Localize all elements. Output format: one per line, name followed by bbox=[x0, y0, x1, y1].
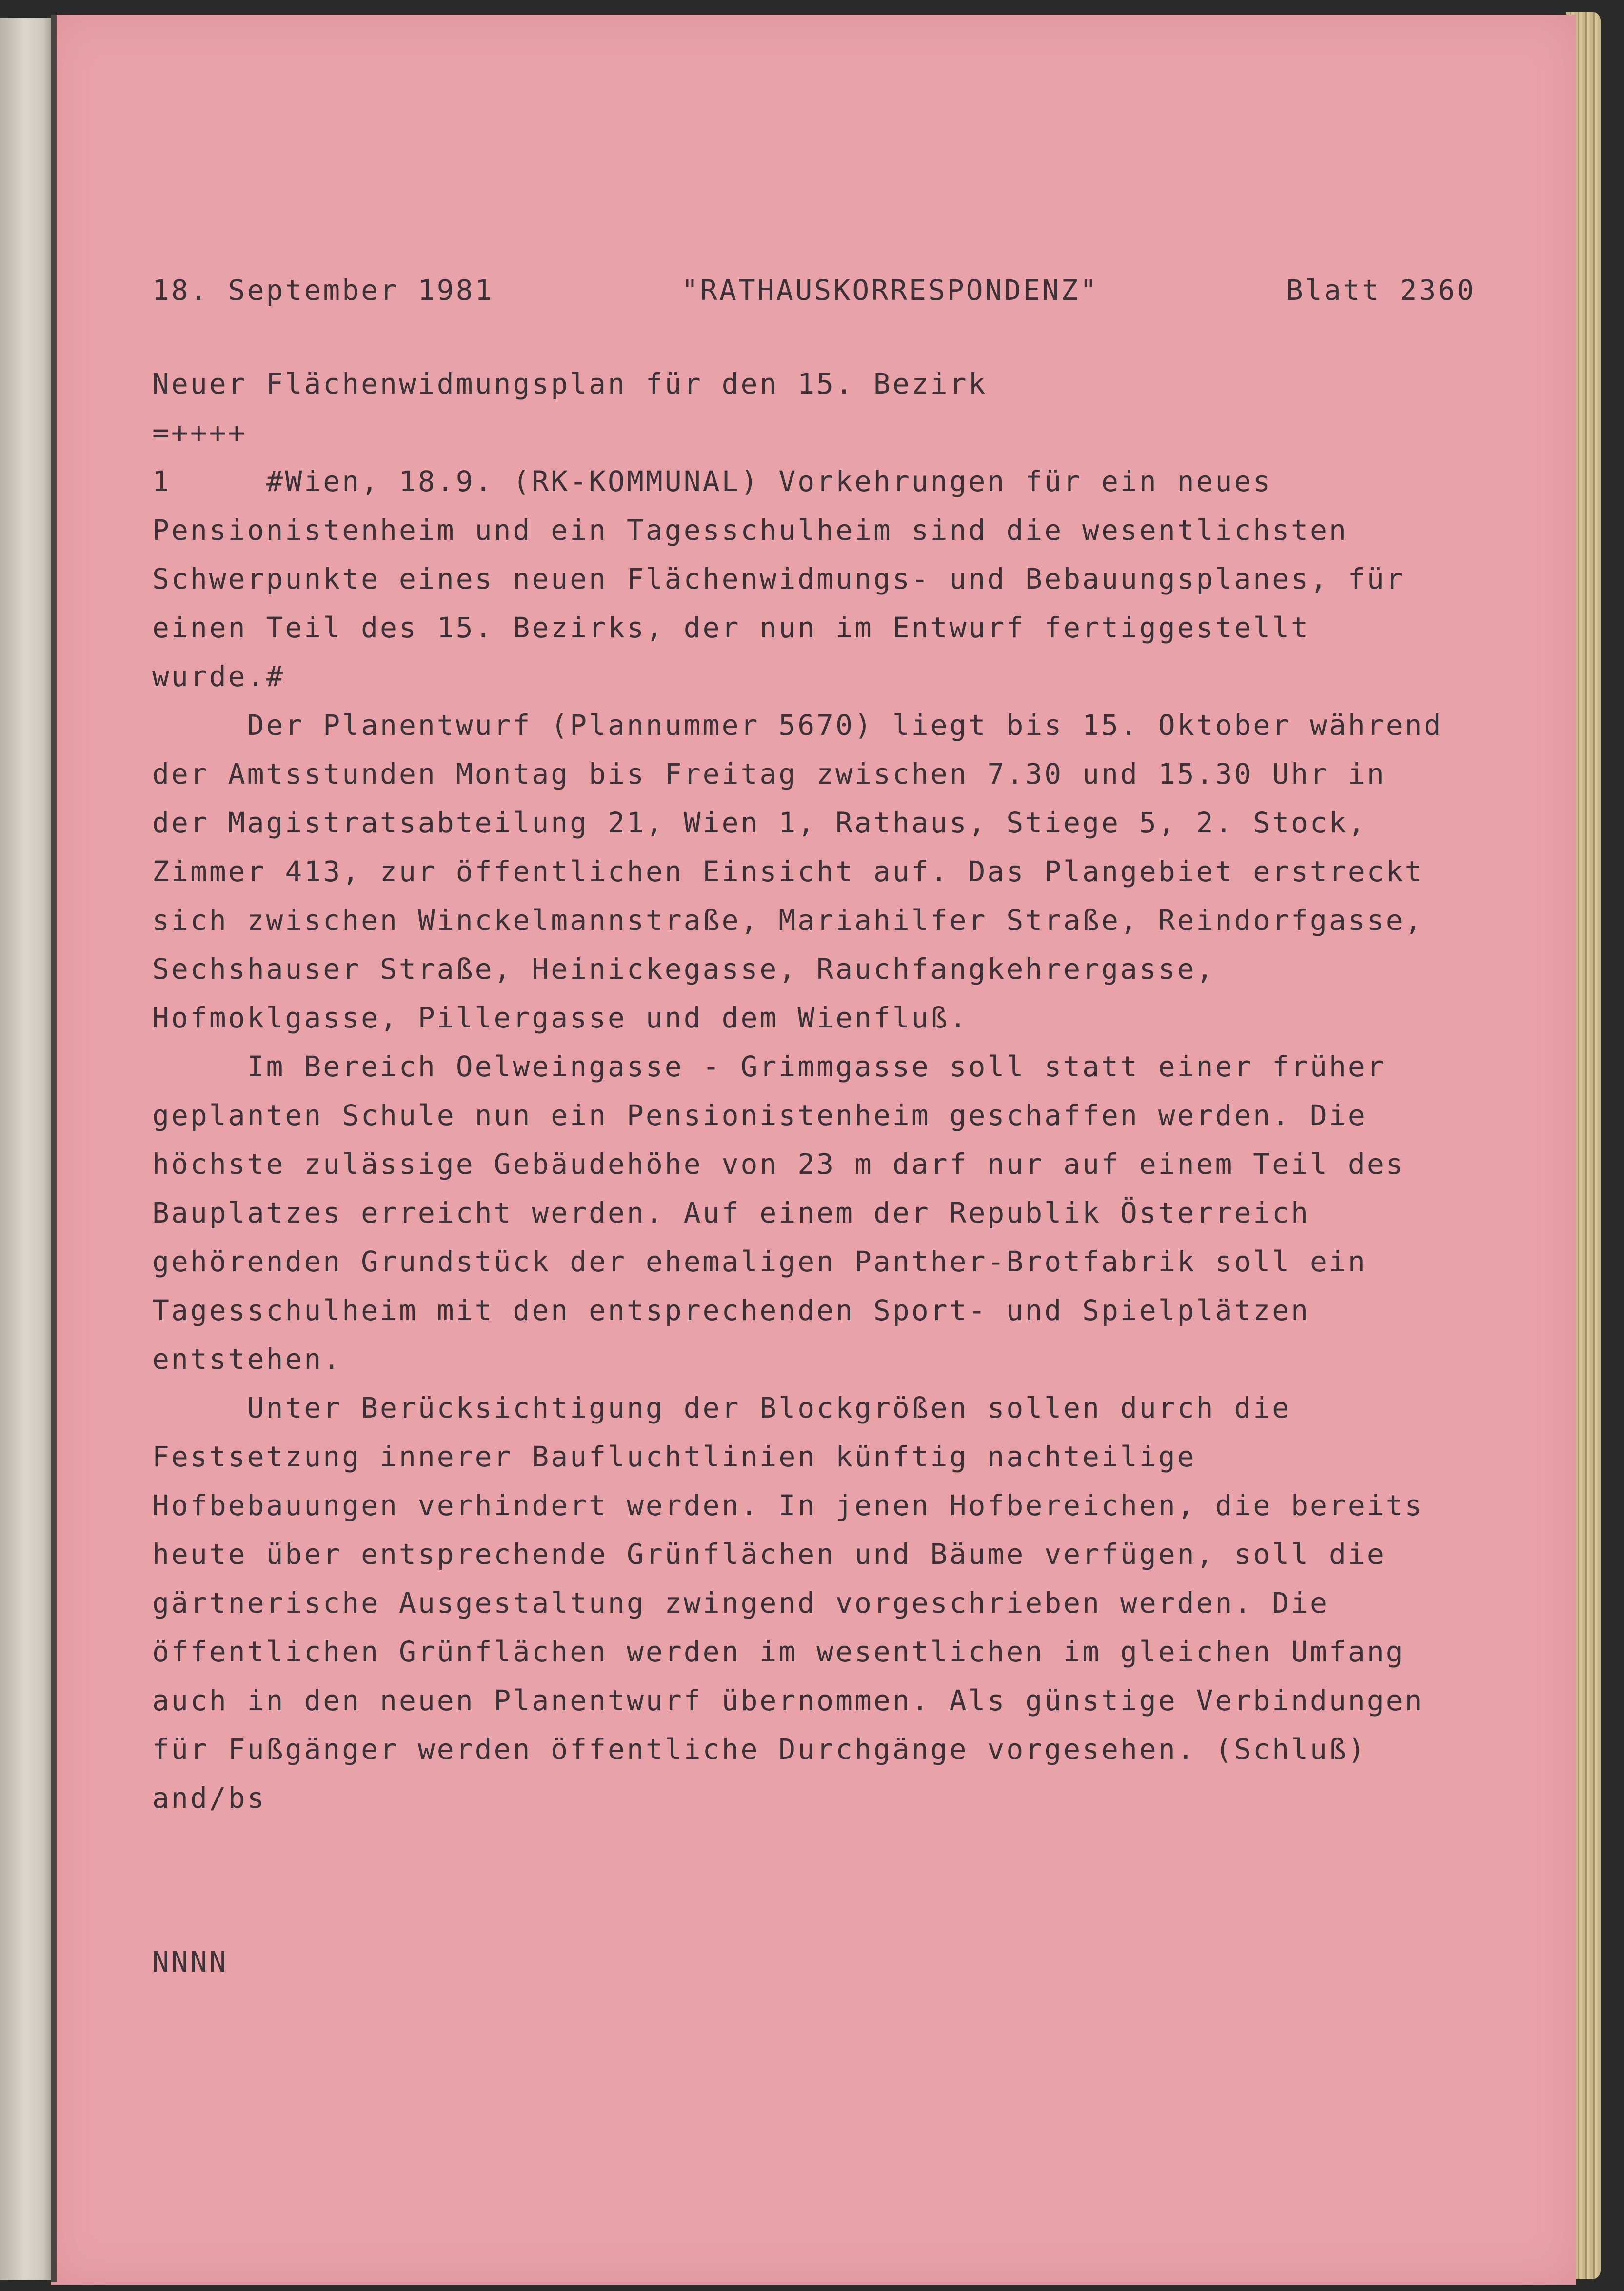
body-line: höchste zulässige Gebäudehöhe von 23 m darf nur auf einem Teil des bbox=[152, 1147, 1405, 1181]
body-line: Hofbebauungen verhindert werden. In jenen Hofbereichen, die bereits bbox=[152, 1489, 1424, 1522]
body-line: heute über entsprechende Grünflächen und Bäume verfügen, soll die bbox=[152, 1538, 1386, 1571]
body-line: geplanten Schule nun ein Pensionistenheim geschaffen werden. Die bbox=[152, 1099, 1367, 1132]
typed-text-block bbox=[152, 266, 1518, 1986]
body-line: wurde.# bbox=[152, 660, 285, 693]
body-line: Schwerpunkte eines neuen Flächenwidmungs- und Bebauungsplanes, für bbox=[152, 562, 1405, 595]
body-line: Tagesschulheim mit den entsprechenden Sport- und Spielplätzen bbox=[152, 1294, 1310, 1327]
body-line: entstehen. bbox=[152, 1343, 342, 1376]
body-line: der Amtsstunden Montag bis Freitag zwischen 7.30 und 15.30 Uhr in bbox=[152, 757, 1386, 790]
body-line: 1 #Wien, 18.9. (RK-KOMMUNAL) Vorkehrungen für ein neues bbox=[152, 465, 1272, 498]
body-line: für Fußgänger werden öffentliche Durchgänge vorgesehen. (Schluß) bbox=[152, 1733, 1367, 1766]
body-line: Hofmoklgasse, Pillergasse und dem Wienfluß. bbox=[152, 1001, 969, 1034]
title-marker: =++++ bbox=[152, 416, 247, 449]
body-line: auch in den neuen Planentwurf übernommen. Als günstige Verbindungen bbox=[152, 1684, 1424, 1717]
body-line: Unter Berücksichtigung der Blockgrößen sollen durch die bbox=[152, 1391, 1291, 1424]
body-line: Pensionistenheim und ein Tagesschulheim sind die wesentlichsten bbox=[152, 514, 1348, 547]
page-header bbox=[152, 266, 1518, 315]
body-line: gehörenden Grundstück der ehemaligen Panther-Brotfabrik soll ein bbox=[152, 1245, 1367, 1278]
body-line: Festsetzung innerer Baufluchtlinien künftig nachteilige bbox=[152, 1440, 1196, 1473]
signature-initials: and/bs bbox=[152, 1781, 266, 1815]
body-line: der Magistratsabteilung 21, Wien 1, Rathaus, Stiege 5, 2. Stock, bbox=[152, 806, 1367, 839]
body-line: Zimmer 413, zur öffentlichen Einsicht auf. Das Plangebiet erstreckt bbox=[152, 855, 1424, 888]
body-line: einen Teil des 15. Bezirks, der nun im Entwurf fertiggestellt bbox=[152, 611, 1310, 644]
body-line: Bauplatzes erreicht werden. Auf einem der Republik Österreich bbox=[152, 1196, 1310, 1229]
header-publication: "RATHAUSKORRESPONDENZ" bbox=[681, 274, 1099, 307]
article-title: Neuer Flächenwidmungsplan für den 15. Bezirk bbox=[152, 367, 988, 400]
facing-page-edge bbox=[0, 18, 54, 2280]
body-line: gärtnerische Ausgestaltung zwingend vorgeschrieben werden. Die bbox=[152, 1586, 1329, 1620]
body-line: Der Planentwurf (Plannummer 5670) liegt bis 15. Oktober während bbox=[152, 709, 1443, 742]
body-line: Sechshauser Straße, Heinickegasse, Rauchfangkehrergasse, bbox=[152, 952, 1215, 986]
header-sheet-number: Blatt 2360 bbox=[1286, 274, 1476, 307]
end-marker: NNNN bbox=[152, 1945, 228, 1978]
body-line: öffentlichen Grünflächen werden im wesentlichen im gleichen Umfang bbox=[152, 1635, 1405, 1668]
body-line: Im Bereich Oelweingasse - Grimmgasse soll statt einer früher bbox=[152, 1050, 1386, 1083]
header-date: 18. September 1981 bbox=[152, 274, 494, 307]
binding-gutter bbox=[51, 15, 57, 2282]
body-line: sich zwischen Winckelmannstraße, Mariahilfer Straße, Reindorfgasse, bbox=[152, 904, 1424, 937]
